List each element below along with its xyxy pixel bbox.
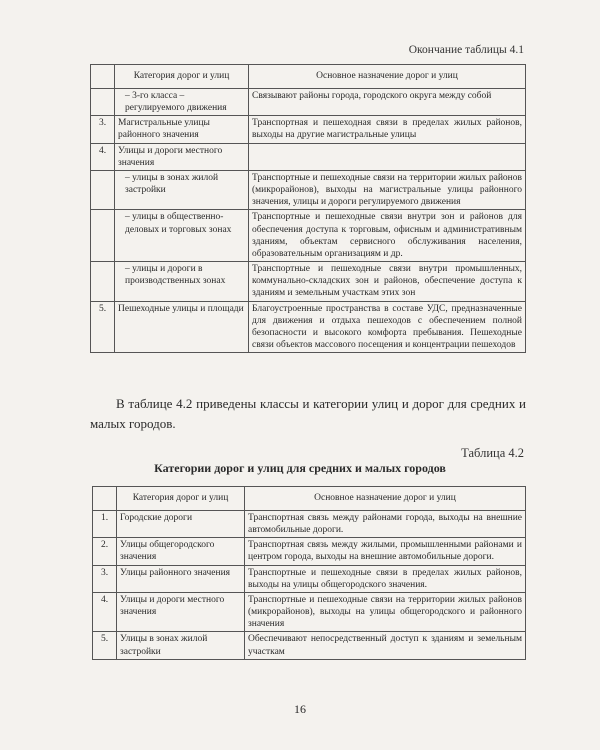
row-purpose: Благоустроенные пространства в составе УДС, предназначенные для движения и отдыха пешеходов с обеспечением полной безопасности и высокого комфорта пребывания. Пешеходные связи объектов массового посещения и концентрации пешеходов xyxy=(249,301,526,353)
row-purpose: Транспортные и пешеходные связи внутри промышленных, коммунально-складских зон и районов, обеспечение доступа к зданиям и земельным участкам этих зон xyxy=(249,262,526,301)
row-purpose: Обеспечивают непосредственный доступ к зданиям и земельным участкам xyxy=(245,632,526,659)
header-purpose: Основное назначение дорог и улиц xyxy=(249,65,526,89)
row-category: Магистральные улицы районного значения xyxy=(115,116,249,143)
row-num xyxy=(91,170,115,209)
header-category: Категория дорог и улиц xyxy=(117,487,245,511)
row-purpose: Транспортная и пешеходная связи в пределах жилых районов, выходы на другие магистральные улицы xyxy=(249,116,526,143)
header-num xyxy=(93,487,117,511)
table-header-row xyxy=(91,65,526,89)
row-category: Городские дороги xyxy=(117,511,245,538)
row-num xyxy=(91,262,115,301)
row-purpose: Транспортная связь между районами города, выходы на внешние автомобильные дороги. xyxy=(245,511,526,538)
row-purpose: Связывают районы города, городского округа между собой xyxy=(249,89,526,116)
table-label: Таблица 4.2 xyxy=(461,446,524,460)
row-category: – улицы в зонах жилой застройки xyxy=(115,170,249,209)
row-category: Улицы общегородского значения xyxy=(117,538,245,565)
row-purpose: Транспортные и пешеходные связи на территории жилых районов (микрорайонов), выходы на магистральные улицы районного значения, улицы и дороги регулируемого движения xyxy=(249,170,526,209)
row-num: 1. xyxy=(93,511,117,538)
row-purpose: Транспортные и пешеходные связи внутри зон и районов для обеспечения доступа к торговым, офисным и административным зданиям, объектам сервисного обслуживания населения, образовательным организациям и др. xyxy=(249,210,526,262)
table-title: Категории дорог и улиц для средних и малых городов xyxy=(154,461,446,475)
row-num xyxy=(91,210,115,262)
table-row xyxy=(91,116,526,143)
header-num xyxy=(91,65,115,89)
table-row xyxy=(91,210,526,262)
row-category: Пешеходные улицы и площади xyxy=(115,301,249,353)
row-category: Улицы и дороги местного значения xyxy=(117,592,245,631)
row-category: Улицы в зонах жилой застройки xyxy=(117,632,245,659)
row-num: 3. xyxy=(93,565,117,592)
row-num: 5. xyxy=(93,632,117,659)
row-category: – 3-го класса – регулируемого движения xyxy=(115,89,249,116)
table-row xyxy=(93,538,526,565)
header-category: Категория дорог и улиц xyxy=(115,65,249,89)
table-row xyxy=(91,143,526,170)
table-row xyxy=(93,511,526,538)
row-num: 4. xyxy=(93,592,117,631)
table-row xyxy=(93,592,526,631)
table-4-2 xyxy=(92,486,526,660)
body-paragraph: В таблице 4.2 приведены классы и категории улиц и дорог для средних и малых городов. xyxy=(90,396,526,432)
row-category: Улицы и дороги местного значения xyxy=(115,143,249,170)
row-purpose: Транспортные и пешеходные связи в пределах жилых районов, выходы на улицы общегородского значения. xyxy=(245,565,526,592)
row-num: 3. xyxy=(91,116,115,143)
row-purpose: Транспортная связь между жилыми, промышленными районами и центром города, выходы на внешние автомобильные дороги. xyxy=(245,538,526,565)
table-row xyxy=(91,89,526,116)
table-row xyxy=(91,170,526,209)
page-number: 16 xyxy=(294,702,306,716)
row-category: – улицы и дороги в производственных зонах xyxy=(115,262,249,301)
row-num: 2. xyxy=(93,538,117,565)
table-row xyxy=(91,262,526,301)
row-num xyxy=(91,89,115,116)
table-4-1-continued xyxy=(90,64,526,353)
table-header-row xyxy=(93,487,526,511)
row-num: 5. xyxy=(91,301,115,353)
table-row xyxy=(91,301,526,353)
row-purpose xyxy=(249,143,526,170)
header-purpose: Основное назначение дорог и улиц xyxy=(245,487,526,511)
row-num: 4. xyxy=(91,143,115,170)
row-purpose: Транспортные и пешеходные связи на территории жилых районов (микрорайонов), выходы на улицы общегородского и районного значения xyxy=(245,592,526,631)
table-row xyxy=(93,565,526,592)
table-row xyxy=(93,632,526,659)
row-category: – улицы в общественно-деловых и торговых зонах xyxy=(115,210,249,262)
continuation-caption: Окончание таблицы 4.1 xyxy=(408,44,524,56)
row-category: Улицы районного значения xyxy=(117,565,245,592)
